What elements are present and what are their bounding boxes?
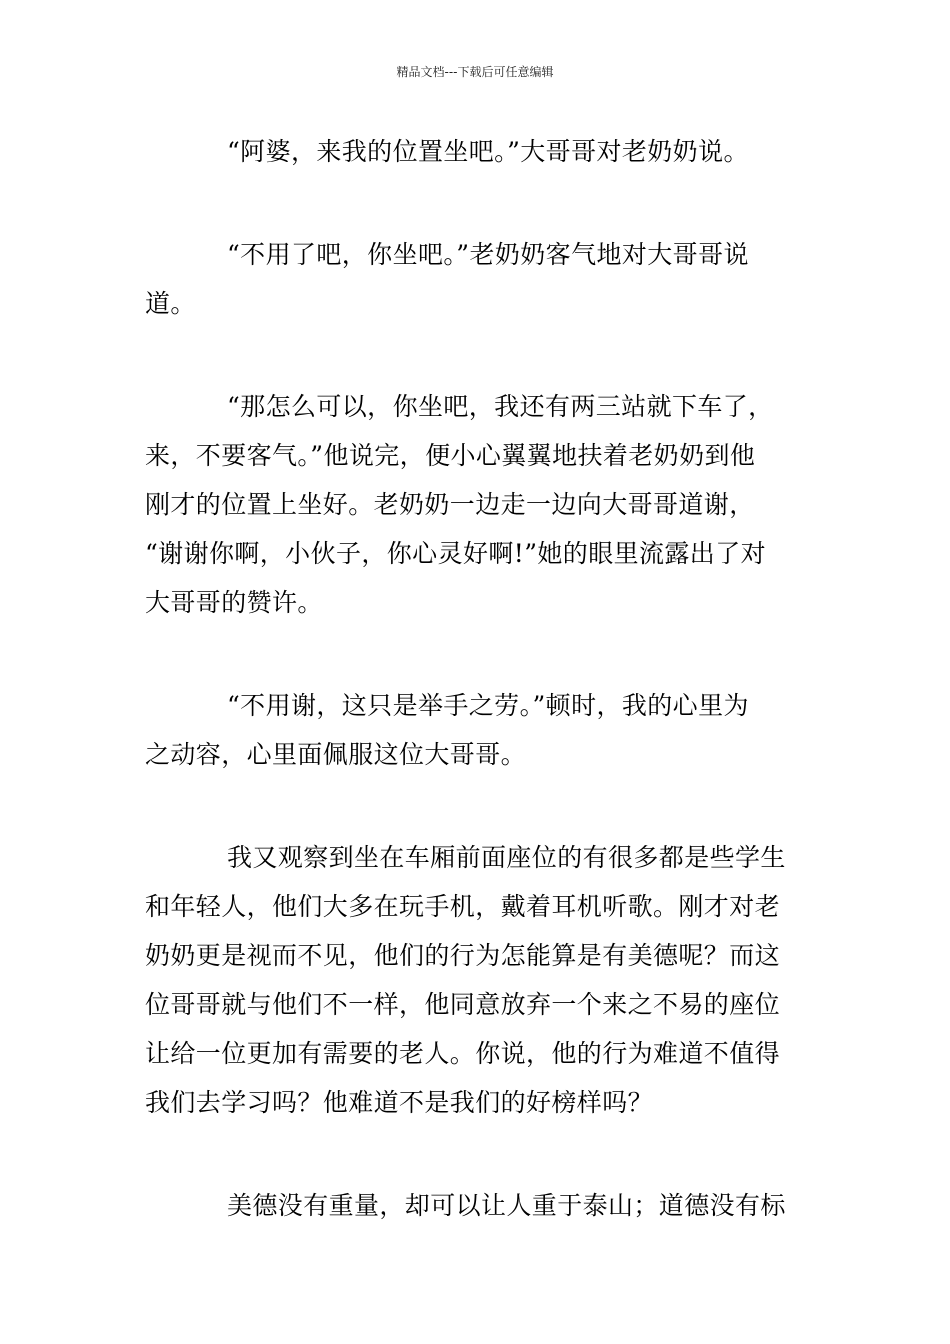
text-line: 道。	[145, 289, 196, 318]
text-line: 刚才的位置上坐好。老奶奶一边走一边向大哥哥道谢，	[145, 490, 755, 519]
text-line: 我又观察到坐在车厢前面座位的有很多都是些学生	[227, 843, 786, 872]
paragraph-1	[145, 127, 807, 176]
text-line: “不用谢，这只是举手之劳。”顿时，我的心里为	[227, 691, 749, 720]
text-line: “阿婆，来我的位置坐吧。”大哥哥对老奶奶说。	[227, 137, 749, 166]
text-line: 大哥哥的赞许。	[145, 588, 323, 617]
text-line: 美德没有重量，却可以让人重于泰山；道德没有标	[227, 1191, 786, 1220]
text-line: 和年轻人，他们大多在玩手机，戴着耳机听歌。刚才对老	[145, 892, 781, 921]
text-line: 位哥哥就与他们不一样，他同意放弃一个来之不易的座位	[145, 990, 781, 1019]
paragraph-4	[145, 681, 807, 779]
text-line: 奶奶更是视而不见，他们的行为怎能算是有美德呢？而这	[145, 941, 781, 970]
text-line: 来，不要客气。”他说完，便小心翼翼地扶着老奶奶到他	[145, 441, 756, 470]
text-line: “不用了吧，你坐吧。”老奶奶客气地对大哥哥说	[227, 240, 749, 269]
page-header: 精品文档---下载后可任意编辑	[396, 65, 554, 79]
paragraph-6	[145, 1181, 807, 1230]
text-line: 之动容，心里面佩服这位大哥哥。	[145, 740, 527, 769]
text-line: 让给一位更加有需要的老人。你说，他的行为难道不值得	[145, 1039, 781, 1068]
text-line: 我们去学习吗？他难道不是我们的好榜样吗？	[145, 1088, 654, 1117]
text-line: “谢谢你啊，小伙子，你心灵好啊!”她的眼里流露出了对	[145, 539, 767, 568]
paragraph-2	[145, 230, 807, 328]
text-line: “那怎么可以，你坐吧，我还有两三站就下车了，	[227, 392, 774, 421]
paragraph-5	[145, 833, 807, 1127]
paragraph-3	[145, 382, 807, 627]
document-body	[145, 127, 807, 1284]
